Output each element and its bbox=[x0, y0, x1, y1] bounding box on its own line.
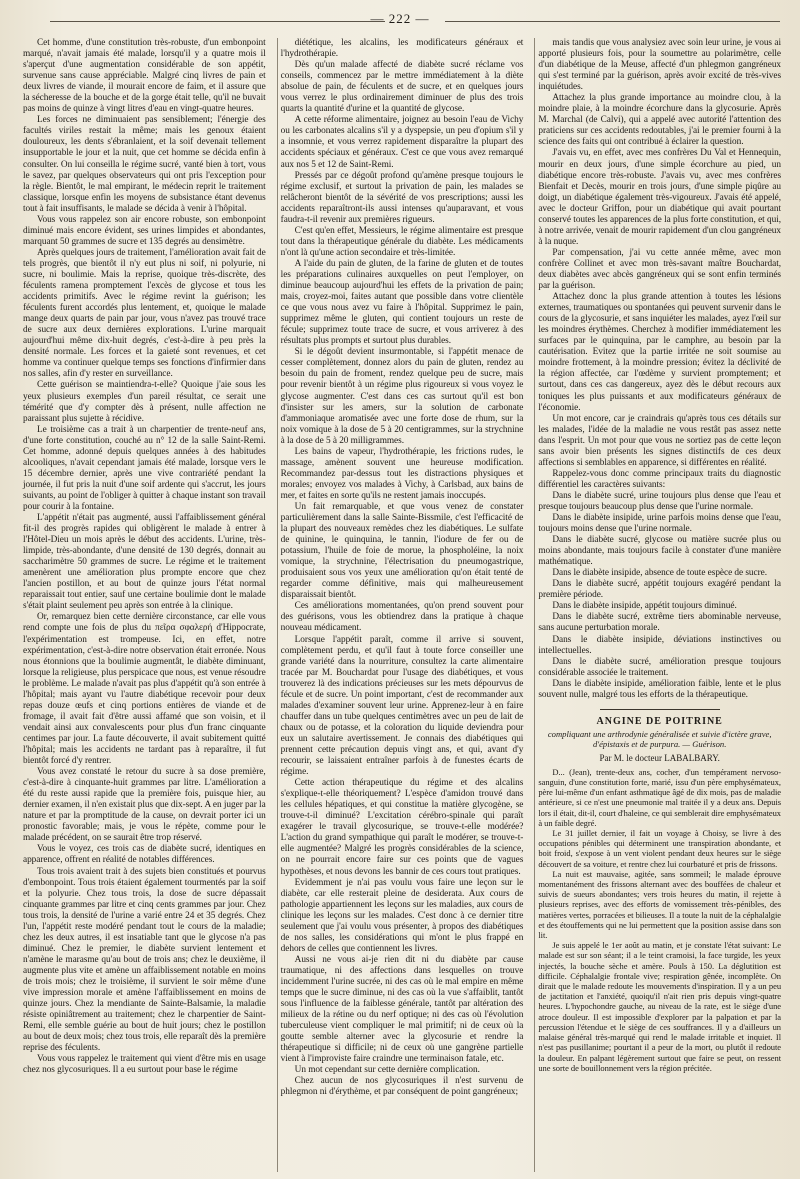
paragraph: Attachez donc la plus grande attention à toutes les lésions externes, traumatiques ou spontanées qui peuvent survenir dans le cours de la glycosurie, et sans inquiéter les malades, ayez l'œil sur les moindres érythèmes. Cherchez à modifier immédiatement les surfaces par le quinquina, par le camphre, au besoin par la cautérisation. Evitez que la partie irritée ne soit soumise au moindre frottement, à la moindre pression; évitez la déclivité de la région affectée, car l'œdème y survient promptement; et surtout, dans ces cas dangereux, ayez dès le début recours aux toniques les plus puissants et aux modificateurs généraux de l'économie. bbox=[538, 292, 782, 413]
paragraph: Un mot cependant sur cette dernière complication. bbox=[294, 1065, 480, 1076]
paragraph: Evidemment je n'ai pas voulu vous faire une leçon sur le diabète, car elle resterait pleine de desiderata. Aux cours de pathologie appartiennent les leçons sur les maladies, aux cours de clinique les leçons sur les malades. C'est donc à ce dernier titre seulement que j'ai voulu vous présenter, à propos des diabétiques de nos salles, les considérations qui m'ont le plus frappé en dehors de celles que contiennent les livres. bbox=[280, 877, 524, 954]
column-right bbox=[534, 38, 784, 1172]
paragraph: Dans le diabète insipide, amélioration faible, lente et le plus souvent nulle, malgré tous les efforts de la thérapeutique. bbox=[538, 678, 782, 700]
paragraph: Dès qu'un malade affecté de diabète sucré réclame vos conseils, commencez par le mettre immédiatement à la diète absolue de pain, de féculents et de sucre, et en quelques jours vous verrez le plus ordinairement diminuer de plus des trois quarts la quantité d'urine et la quantité de glycose. bbox=[280, 60, 524, 115]
paragraph: Dans le diabète sucré, appétit toujours exagéré pendant la première période. bbox=[538, 579, 782, 601]
paragraph: Dans le diabète sucré, amélioration presque toujours considérable associée le traitement. bbox=[538, 656, 782, 678]
paragraph: Un mot encore, car je craindrais qu'après tous ces détails sur les malades, l'idée de la maladie ne vous restât pas assez nette dans l'esprit. Un mot pour que vous ne sortiez pas de cette leçon sans avoir bien présents les signes distinctifs de ces deux affections si semblables en apparence, si différentes en réalité. bbox=[538, 413, 782, 468]
paragraph: Les bains de vapeur, l'hydrothérapie, les frictions rudes, le massage, amènent souvent une heureuse modification. Recommandez par-dessus tout les distractions physiques et morales; envoyez vos malades à Vichy, à Carlsbad, aux bains de mer, et faites en sorte qu'ils ne restent jamais inoccupés. bbox=[280, 446, 524, 501]
paragraph: A cette réforme alimentaire, joignez au besoin l'eau de Vichy ou les carbonates alcalins s'il y a dyspepsie, un peu d'opium s'il y a insomnie, et vous verrez rapidement disparaître la plupart des accidents spéciaux et généraux. C'est ce que vous avez remarqué aux nos 5 et 12 de Saint-Remi. bbox=[280, 115, 524, 170]
text-columns bbox=[20, 38, 784, 1172]
paragraph: mais tandis que vous analysiez avec soin leur urine, je vous ai apporté plusieurs fois, pour la soumettre au polarimètre, celle d'un diabétique de la Meuse, affecté d'un phlegmon gangréneux qui s'est terminé par la guérison, après avoir excité de très-vives inquiétudes. bbox=[538, 38, 782, 93]
paragraph: Vous avez constaté le retour du sucre à sa dose première, c'est-à-dire à cinquante-huit grammes par litre. L'amélioration a été du reste aussi rapide que la première fois, puisque hier, au dernier examen, il n'en existait plus que dix-sept. A en juger par la nature et par la promptitude de la cause, on devrait porter ici un pronostic favorable; mais, je vous le répète, comme pour le malade précédent, on se saurait être trop réservé. bbox=[23, 767, 266, 844]
paragraph: Tous trois avaient trait à des sujets bien constitués et pourvus d'embonpoint. Tous trois étaient également tourmentés par la soif et la polyurie. Chez tous trois, la dose de sucre dépassait cinquante grammes par litre et cinq cents grammes par jour. Chez tous trois, la densité de l'urine a varié entre 24 et 35 degrés. Chez l'un, l'appétit reste modéré pendant tout le cours de la maladie; chez les deux autres, il est insatiable tant que le glycose n'a pas diminué. Chez le premier, le diabète survient lentement et n'amène le marasme qu'au bout de trois ans; chez le deuxième, il augmente plus vite et amène un affaiblissement notable en moins de trois mois; chez le troisième, il survient le soir même d'une vive impression morale et amène l'affaiblissement en moins de quinze jours. Chez la mendiante de Sainte-Balsamie, la maladie résiste opiniâtrement au traitement; chez le charpentier de Saint-Remi, elle semble guérie au bout de huit jours; chez le postillon au bout de deux mois; chez tous trois, elle reparaît dès la première reprise des féculents. bbox=[23, 866, 266, 1054]
paragraph: Dans le diabète insipide, appétit toujours diminué. bbox=[552, 601, 737, 612]
page-number: — 222 — bbox=[370, 11, 430, 26]
page-header bbox=[20, 10, 780, 34]
paragraph: Ces améliorations momentanées, qu'on prend souvent pour des guérisons, vous les obtiendrez dans la pratique à chaque nouveau médicament. bbox=[280, 601, 524, 634]
paragraph: Dans le diabète insipide, absence de toute espèce de sucre. bbox=[552, 568, 768, 579]
paragraph: Lorsque l'appétit paraît, comme il arrive si souvent, complètement perdu, et qu'il faut à toute force conseiller une grande variété dans la nourriture, consultez la carte alimentaire tracée par M. Bouchardat pour l'usage des diabétiques, et vous trouverez là des indications précieuses sur les mets dépourvus de fécule et de sucre. Un point important, c'est de recommander aux malades d'examiner souvent leur urine. Apprenez-leur à en faire chauffer dans un tube quelques centimètres avec un peu de lait de chaux ou de potasse, et la coloration du liquide deviendra pour eux un salutaire avertissement. Je connais des diabétiques qui prennent cette précaution depuis vingt ans, et qui, avant d'y recourir, se laissaient entraîner parfois à de funestes écarts de régime. bbox=[280, 634, 524, 778]
paragraph: Dans le diabète insipide, urine parfois moins dense que l'eau, toujours moins dense que l'urine normale. bbox=[538, 513, 782, 535]
paragraph: Les forces ne diminuaient pas sensiblement; l'énergie des facultés viriles restait la même; mais les genoux étaient douloureux, les dents s'ébranlaient, et la soif devenait tellement insupportable le jour et la nuit, que cet homme se décida enfin à consulter. On lui conseilla le régime sucré, vanté bien à tort, vous le savez, par quelques observateurs qui ont pris l'exception pour la règle. Bientôt, le mal empirant, le médecin reprit le traitement classique, lorsque enfin les moyens de subsistance étant devenus tout à fait insuffisants, le malade se décida à venir à l'hôpital. bbox=[23, 115, 266, 214]
paragraph: L'appétit n'était pas augmenté, aussi l'affaiblissement général fit-il des progrès rapides qui obligèrent le malade à entrer à l'Hôtel-Dieu un mois après le début des accidents. L'urine, très-limpide, très-abondante, d'une densité de 130 degrés, donnait au saccharimètre 50 grammes de sucre. Le régime et le traitement amenèrent une amélioration plus prompte encore que chez l'ancien postillon, et au bout de quinze jours l'état normal reparaissait tout entier, sauf une certaine boulimie dont le malade s'était plaint seulement peu après son entrée à la clinique. bbox=[23, 513, 266, 612]
paragraph: Après quelques jours de traitement, l'amélioration avait fait de tels progrès, que bientôt il n'y eut plus ni soif, ni polyurie, ni sucre, ni boulimie. Mais la reprise, quoique très-discrète, des féculents ramena promptement l'excès de glycose et tous les accidents primitifs. Avec le régime revint la guérison; les féculents furent accordés plus lentement, et, quoique le malade mange deux quarts de pain par jour, vous n'avez pas trouvé trace de sucre aux deux dernières explorations. L'urine marquait aujourd'hui même dix-huit degrés, c'est-à-dire à peu près la densité normale. Les forces et la gaieté sont revenues, et cet homme va continuer quelque temps ses fonctions d'infirmier dans nos salles, afin d'y rester en surveillance. bbox=[23, 247, 266, 380]
paragraph: La nuit est mauvaise, agitée, sans sommeil; le malade éprouve momentanément des frissons alternant avec des bouffées de chaleur et suivis de sueurs abondantes; vers trois heures du matin, il rejette à plusieurs reprises, avec des efforts de vomissement très-pénibles, des matières vertes, porracées et bilieuses. Il a toute la nuit de la céphalalgie et des étouffements qui ne lui permettent que la position assise dans son lit. bbox=[538, 868, 782, 941]
paragraph: Dans le diabète insipide, déviations instinctives ou intellectuelles. bbox=[538, 634, 782, 656]
paragraph: diététique, les alcalins, les modificateurs généraux et l'hydrothérapie. bbox=[280, 38, 524, 60]
article-title: ANGINE DE POITRINE bbox=[596, 715, 723, 727]
paragraph: Vous vous rappelez le traitement qui vient d'être mis en usage chez nos glycosuriques. Il a eu surtout pour base le régime bbox=[23, 1054, 266, 1076]
paragraph: Cet homme, d'une constitution très-robuste, d'un embonpoint marqué, n'avait jamais été malade, lorsqu'il y a quatre mois il s'aperçut d'une augmentation considérable de son appétit, survenue sans cause appréciable. Malgré cinq livres de pain et deux livres de viande, il mourait encore de faim, et il assure que la sécheresse de la bouche et de la gorge était telle, qu'il ne buvait pas moins de quinze à vingt litres d'eau en vingt-quatre heures. bbox=[23, 38, 266, 115]
paragraph: Un fait remarquable, et que vous venez de constater particulièrement dans la salle Sainte-Bissmile, c'est l'efficacité de la plupart des nouveaux remèdes chez les diabétiques. Le sulfate de quinine, le quinquina, le tannin, l'iodure de fer ou de potassium, l'huile de foie de morue, la phospholéine, la noix vomique, la strychnine, l'électrisation du pneumogastrique, produisaient sous vos yeux une amélioration qu'on était tenté de regarder comme définitive, mais qui malheureusement disparaissait bientôt. bbox=[280, 501, 524, 601]
paragraph: Le 31 juillet dernier, il fait un voyage à Choisy, se livre à des occupations pénibles qui déterminent une transpiration abondante, et boit froid, s'expose à un vent violent pendant deux heures sur le siège découvert de sa voiture, et rentre chez lui courbaturé et pris de frissons. bbox=[538, 828, 782, 869]
paragraph: Aussi ne vous ai-je rien dit ni du diabète par cause traumatique, ni des affections dans lesquelles on trouve incidemment l'urine sucrée, ni des cas où le mal empire en même temps que le sucre diminue, ni des cas où la vue s'affaiblit, tantôt sous l'influence de la faiblesse générale, tantôt par altération des milieux de la rétine ou du nerf optique; ni des cas où l'évolution tuberculeuse vient compliquer le mal primitif; ni de ceux où la goutte semble alterner avec la glycosurie et rendre la thérapeutique si difficile; ni de ceux où une gangrène partielle vient à l'improviste faire craindre une terminaison fatale, etc. bbox=[280, 954, 524, 1065]
paragraph: Chez aucun de nos glycosuriques il n'est survenu de phlegmon ni d'érythème, et par conséquent de point gangréneux; bbox=[280, 1076, 524, 1098]
paragraph: Vous vous rappelez son air encore robuste, son embonpoint diminué mais encore évident, ses urines limpides et abondantes, marquant 50 grammes de sucre et 135 degrés au densimètre. bbox=[23, 214, 266, 247]
paragraph: C'est qu'en effet, Messieurs, le régime alimentaire est presque tout dans la thérapeutique générale du diabète. Les médicaments n'ont là qu'une action secondaire et très-limitée. bbox=[280, 225, 524, 258]
paragraph: Attachez la plus grande importance au moindre clou, à la moindre plaie, à la moindre écorchure dans la glycosurie. Après M. Marchal (de Calvi), qui a appelé avec autorité l'attention des praticiens sur ces accidents redoutables, j'ai le premier fourni à la science des faits qui ont contribué à éclairer la question. bbox=[538, 93, 782, 148]
paragraph: Cette guérison se maintiendra-t-elle? Quoique j'aie sous les yeux plusieurs exemples d'un pareil résultat, ce serait une témérité que d'y compter dès à présent, nulle affection ne paraissant plus sujette à récidive. bbox=[23, 380, 266, 424]
paragraph: Le troisième cas a trait à un charpentier de trente-neuf ans, d'une forte constitution, couché au n° 12 de la salle Saint-Remi. Cet homme, adonné depuis quelques années à des habitudes alcooliques, n'avait cependant jamais été malade, lorsque vers le 15 décembre dernier, après une vive contrariété pendant la journée, il fut pris la nuit d'une soif ardente qui s'accrut, les jours suivants, au point de l'obliger à quitter à chaque instant son travail pour courir à la fontaine. bbox=[23, 424, 266, 512]
paragraph: Dans le diabète sucré, urine toujours plus dense que l'eau et presque toujours beaucoup plus dense que l'urine normale. bbox=[538, 490, 782, 512]
paragraph: D... (Jean), trente-deux ans, cocher, d'un tempérament nervoso-sanguin, d'une constitution forte, marié, issu d'un père emphysémateux, père lui-même d'un enfant asthmatique âgé de dix mois, pas de maladie antérieure, si ce n'est une pneumonie mal traitée il y a deux ans. Depuis lors il était, dit-il, court d'haleine, ce qui semblerait dire emphysémateux à un faible degré. bbox=[538, 766, 782, 828]
paragraph: Rappelez-vous donc comme principaux traits du diagnostic différentiel les caractères suivants: bbox=[538, 468, 782, 490]
paragraph: Par compensation, j'ai vu cette année même, avec mon confrère Collinet et avec mon très-savant maître Bouchardat, deux diabètes avec abcès gangréneux qui se sont enfin terminés par la guérison. bbox=[538, 247, 782, 292]
paragraph: A l'aide du pain de gluten, de la farine de gluten et de toutes les préparations culinaires auxquelles on peut l'employer, on diminue beaucoup aujourd'hui les effets de la privation de pain; mais, croyez-moi, faites autant que possible dans votre clientèle ce que vous nous avez vu faire à l'hôpital. Supprimez le pain, supprimez même le gluten, qui contient toujours un reste de fécule; supprimez toute trace de sucre, et vous arriverez à des résultats plus prompts et surtout plus durables. bbox=[280, 258, 524, 347]
article-subtitle: compliquant une arthrodynie généralisée et suivie d'ictère grave, d'épistaxis et de purpura. — Guérison. bbox=[547, 728, 772, 750]
column-middle bbox=[277, 38, 527, 1172]
header-rule-right bbox=[445, 21, 780, 22]
column-left bbox=[20, 38, 269, 1172]
paragraph: Pressés par ce dégoût profond qu'amène presque toujours le régime exclusif, et surtout la privation de pain, les malades se relâcheront bientôt de la sévérité de vos prescriptions; aussi les accidents reparaîtront-ils aussi intenses qu'auparavant, et vous faudra-t-il revenir aux premières rigueurs. bbox=[280, 170, 524, 225]
paragraph: Dans le diabète sucré, extrême tiers abominable nerveuse, sans aucune perturbation morale. bbox=[538, 612, 782, 634]
paragraph: Je suis appelé le 1er août au matin, et je constate l'état suivant: Le malade est sur son séant; il a le teint cramoisi, la face turgide, les yeux injectés, la bouche sèche et amère. Pouls à 150. La déglutition est difficile. Céphalalgie frontale vive; respiration gênée, incomplète. On dirait que le malade redoute les mouvements d'inspiration. Il y a un peu de jactitation et l'anxiété, quoiqu'il n'ait rien pris depuis vingt-quatre heures. L'hypochondre gauche, au niveau de la rate, est le siège d'une atroce douleur. Il est impossible d'explorer par la palpation et par la percussion l'étendue et le siège de ces souffrances. Il y a d'ailleurs un malaise général très-marqué qui rend le malade irritable et inquiet. Il n'est pas pusillanime; pourtant il a peur de la mort, ou plutôt il redoute la douleur. En palpant légèrement surtout que faire se peut, on ressent une sorte de bouillonnement vers la région précitée. bbox=[538, 940, 782, 1073]
paragraph: Cette action thérapeutique du régime et des alcalins s'explique-t-elle théoriquement? L'espèce d'amidon trouvé dans les cellules hépatiques, et qui constitue la matière glycogène, se trouve-t-il diminué? L'excitation cérébro-spinale qui paraît exagérer le travail glycosurique, se trouve-t-elle modérée? L'action du grand sympathique qui paraît le modérer, se trouve-t-elle augmentée? Malgré les progrès considérables de la science, on ne pourrait encore faire sur ces points que de vagues hypothèses, et nous devons les bannir de ces cours tout pratiques. bbox=[280, 778, 524, 877]
paragraph: Or, remarquez bien cette dernière circonstance, car elle vous rend compte une fois de plus du πεῖρα σφαλερή d'Hippocrate, l'expérimentation est trompeuse. Ici, en effet, notre expérimentation, c'est-à-dire notre observation était erronée. Nous nous étonnions que la boulimie augmentât, le diabète diminuant, lorsque la religieuse, plus perspicace que nous, est venue résoudre le problème. Le malade n'avait pas plus d'appétit qu'à son entrée à l'hôpital; mais ayant vu l'autre diabétique recevoir pour deux repas douze œufs et cinq portions entières de viande et de fromage, il avait fait d'être aussi affamé que son voisin, et il vendait ainsi aux convalescents pour plus d'un franc cinquante centimes par jour. La faute découverte, il avait subitement quitté l'hôpital; mais les accidents ne tardant pas à reparaître, il fut bientôt forcé d'y rentrer. bbox=[23, 612, 266, 767]
paragraph: Vous le voyez, ces trois cas de diabète sucré, identiques en apparence, offrent en réalité de notables différences. bbox=[23, 844, 266, 866]
article-author: Par M. le docteur LABALBARY. bbox=[599, 752, 720, 763]
paragraph: J'avais vu, en effet, avec mes confrères Du Val et Hennequin, mourir en deux jours, d'une simple écorchure au pied, un diabétique encore très-robuste. J'avais vu, avec mes confrères Bienfait et Decès, mourir en trois jours, d'une simple piqûre au doigt, un diabétique également très-vigoureux. J'avais été appelé, avec le docteur Griffon, pour un diabétique qui avait pourtant conservé toutes les apparences de la plus forte constitution, et qui, à notre arrivée, venait de mourir rapidement d'un clou gangréneux à la nuque. bbox=[538, 148, 782, 247]
paragraph: Si le dégoût devient insurmontable, si l'appétit menace de cesser complètement, donnez alors du pain de gluten, rendez au besoin du pain de froment, rendez quelque peu de sucre, mais pour revenir bientôt à un régime plus rigoureux si vous voyez le glycose augmenter. C'est dans ces cas surtout qu'il est bon d'insister sur les amers, sur la solution de carbonate d'ammoniaque aromatisée avec une forte dose de rhum, sur la noix vomique à la dose de 5 à 20 centigrammes, sur la strychnine à la dose de 5 à 20 milligrammes. bbox=[280, 347, 524, 446]
paragraph: Dans le diabète sucré, glycose ou matière sucrée plus ou moins abondante, mais toujours facile à constater d'une manière mathématique. bbox=[538, 535, 782, 568]
section-divider bbox=[600, 709, 720, 710]
